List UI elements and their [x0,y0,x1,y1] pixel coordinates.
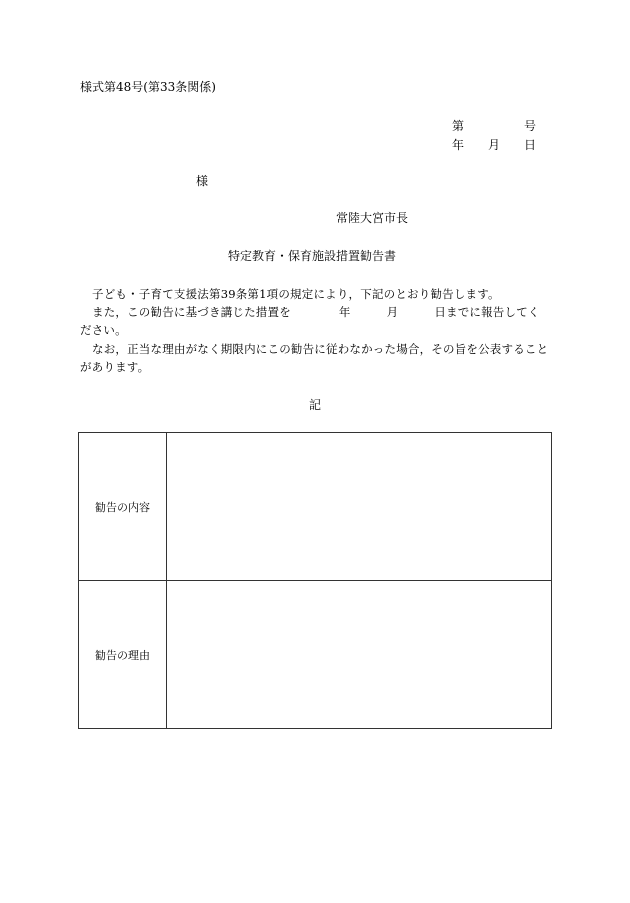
para2-start: また，この勧告に基づき講じた措置を [92,305,291,319]
addressee-sama: 様 [196,174,209,188]
row2-content-cell [167,581,552,729]
body-paragraph-1: 子ども・子育て支援法第39条第1項の規定により，下記のとおり勧告します。 [92,287,500,301]
date-month: 月 [488,138,501,152]
date-day: 日 [524,138,537,152]
body-paragraph-3: なお，正当な理由がなく期限内にこの勧告に従わなかった場合，その旨を公表することがあります。 [80,342,549,374]
date-year: 年 [452,138,465,152]
document-title: 特定教育・保育施設措置勧告書 [228,249,397,263]
form-number: 様式第48号(第33条関係) [80,80,216,94]
doc-number-prefix: 第 [452,119,465,133]
kankoku-table [78,432,552,729]
table-row [79,433,552,581]
table-row [79,581,552,729]
body-paragraph-2 [80,303,550,339]
para2-month: 月 [386,305,399,319]
row1-label: 勧告の内容 [79,433,167,581]
doc-number-suffix: 号 [524,119,537,133]
para2-end: 日までに報告してください。 [80,305,540,337]
issuer: 常陸大宮市長 [336,211,409,225]
row2-label: 勧告の理由 [79,581,167,729]
ki-heading: 記 [309,398,322,412]
row1-content-cell [167,433,552,581]
para2-year: 年 [338,305,351,319]
